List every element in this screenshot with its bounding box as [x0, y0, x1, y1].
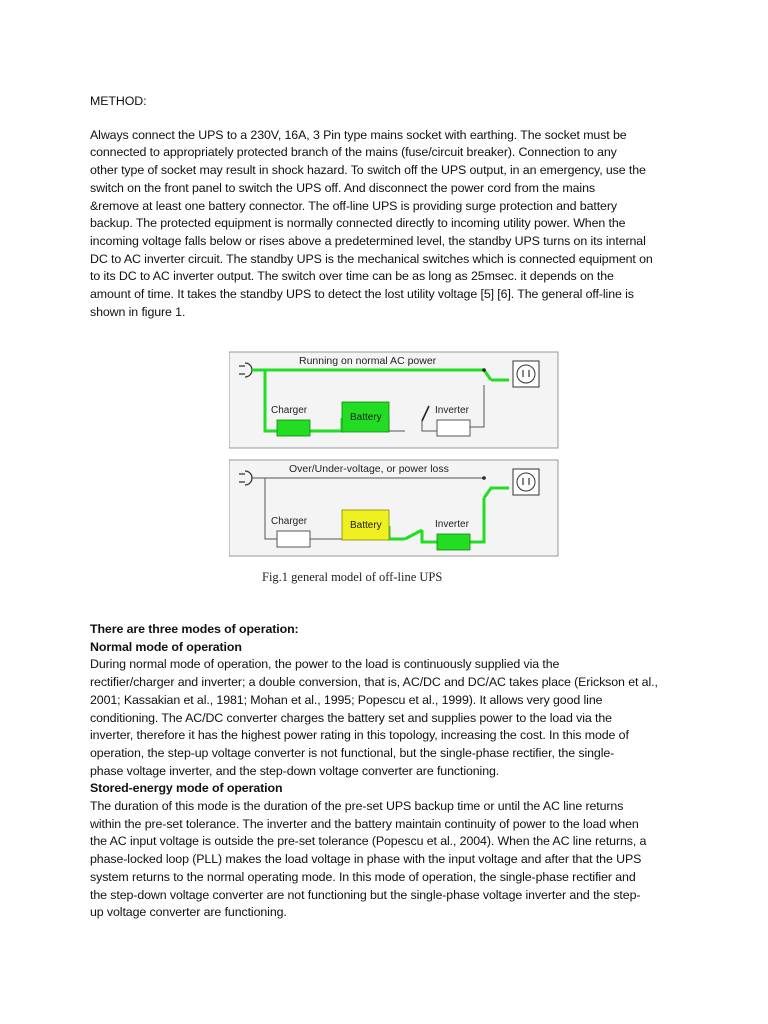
stored-energy-line: up voltage converter are functioning.: [90, 905, 287, 920]
method-section: [90, 93, 690, 321]
switch-node: [482, 476, 486, 480]
battery-label: Battery: [350, 520, 382, 531]
inverter-label: Inverter: [435, 405, 469, 416]
bottom-panel-title: Over/Under-voltage, or power loss: [289, 463, 449, 475]
stored-energy-line: within the pre-set tolerance. The inverter and the battery maintain continuity of power to the load when: [90, 816, 639, 831]
battery-label: Battery: [350, 412, 382, 423]
charger-box: [277, 531, 310, 547]
subheading-stored-energy-mode: Stored-energy mode of operation: [90, 781, 283, 796]
normal-mode-line: operation, the step-up voltage converter is not functional, but the single-phase rectifier, the single-: [90, 745, 615, 760]
intro-line: amount of time. It takes the standby UPS to detect the lost utility voltage [5] [6]. The general off-line is: [90, 287, 634, 302]
intro-line: backup. The protected equipment is normally connected directly to incoming utility power. When the: [90, 216, 626, 231]
inverter-box: [437, 420, 470, 436]
intro-line: shown in figure 1.: [90, 304, 186, 319]
intro-line: other type of socket may result in shock hazard. To switch off the UPS output, in an emergency, use the: [90, 163, 646, 178]
intro-line: switch on the front panel to switch the UPS off. And disconnect the power cord from the mains: [90, 180, 595, 195]
bottom-panel: [229, 460, 558, 556]
outlet-icon: [513, 469, 539, 495]
subheading-normal-mode: Normal mode of operation: [90, 639, 242, 654]
top-panel: [229, 352, 558, 448]
intro-line: to its DC to AC inverter output. The switch over time can be as long as 25msec. it depends on the: [90, 269, 614, 284]
intro-line: DC to AC inverter circuit. The standby UPS is the mechanical switches which is connected equipment on: [90, 251, 653, 266]
switch-node: [482, 368, 486, 372]
stored-energy-line: the AC input voltage is outside the pre-set tolerance (Popescu et al., 2004). When the AC line returns, a: [90, 834, 647, 849]
normal-mode-line: rectifier/charger and inverter; a double conversion, that is, AC/DC and DC/AC takes place (Erickson et al.,: [90, 675, 658, 690]
charger-box: [277, 420, 310, 436]
modes-section: [90, 621, 690, 922]
ups-diagram: [229, 350, 559, 572]
charger-label: Charger: [271, 516, 308, 527]
stored-energy-line: system returns to the normal operating mode. In this mode of operation, the single-phase rectifier and: [90, 869, 636, 884]
top-panel-title: Running on normal AC power: [299, 355, 437, 367]
method-heading: METHOD:: [90, 94, 147, 108]
normal-mode-line: conditioning. The AC/DC converter charges the battery set and supplies power to the load via the: [90, 710, 612, 725]
stored-energy-line: phase-locked loop (PLL) makes the load voltage in phase with the input voltage and after that the UPS: [90, 852, 642, 867]
intro-line: Always connect the UPS to a 230V, 16A, 3 Pin type mains socket with earthing. The socket must be: [90, 127, 627, 142]
normal-mode-line: phase voltage inverter, and the step-down voltage converter are functioning.: [90, 763, 500, 778]
normal-mode-line: During normal mode of operation, the power to the load is continuously supplied via the: [90, 657, 560, 672]
inverter-box: [437, 534, 470, 550]
stored-energy-line: The duration of this mode is the duration of the pre-set UPS backup time or until the AC line returns: [90, 799, 624, 814]
charger-label: Charger: [271, 405, 308, 416]
intro-line: connected to appropriately protected branch of the mains (fuse/circuit breaker). Connection to any: [90, 145, 617, 160]
intro-line: incoming voltage falls below or rises above a predetermined level, the standby UPS turns on its internal: [90, 233, 646, 248]
ups-figure: [229, 350, 559, 572]
outlet-icon: [513, 361, 539, 387]
spacer: [90, 111, 690, 127]
inverter-label: Inverter: [435, 519, 469, 530]
normal-mode-line: 2001; Kassakian et al., 1981; Mohan et al., 1995; Popescu et al., 1999). It allows very good line: [90, 692, 603, 707]
intro-line: &remove at least one battery connector. The off-line UPS is providing surge protection and battery: [90, 198, 617, 213]
modes-intro: There are three modes of operation:: [90, 622, 299, 636]
stored-energy-line: the step-down voltage converter are not functioning but the single-phase voltage inverter and the step-: [90, 887, 641, 902]
figure-caption: Fig.1 general model of off-line UPS: [262, 570, 443, 584]
normal-mode-line: inverter, therefore it has the highest power rating in this topology, increasing the cost. In this mode of: [90, 728, 629, 743]
